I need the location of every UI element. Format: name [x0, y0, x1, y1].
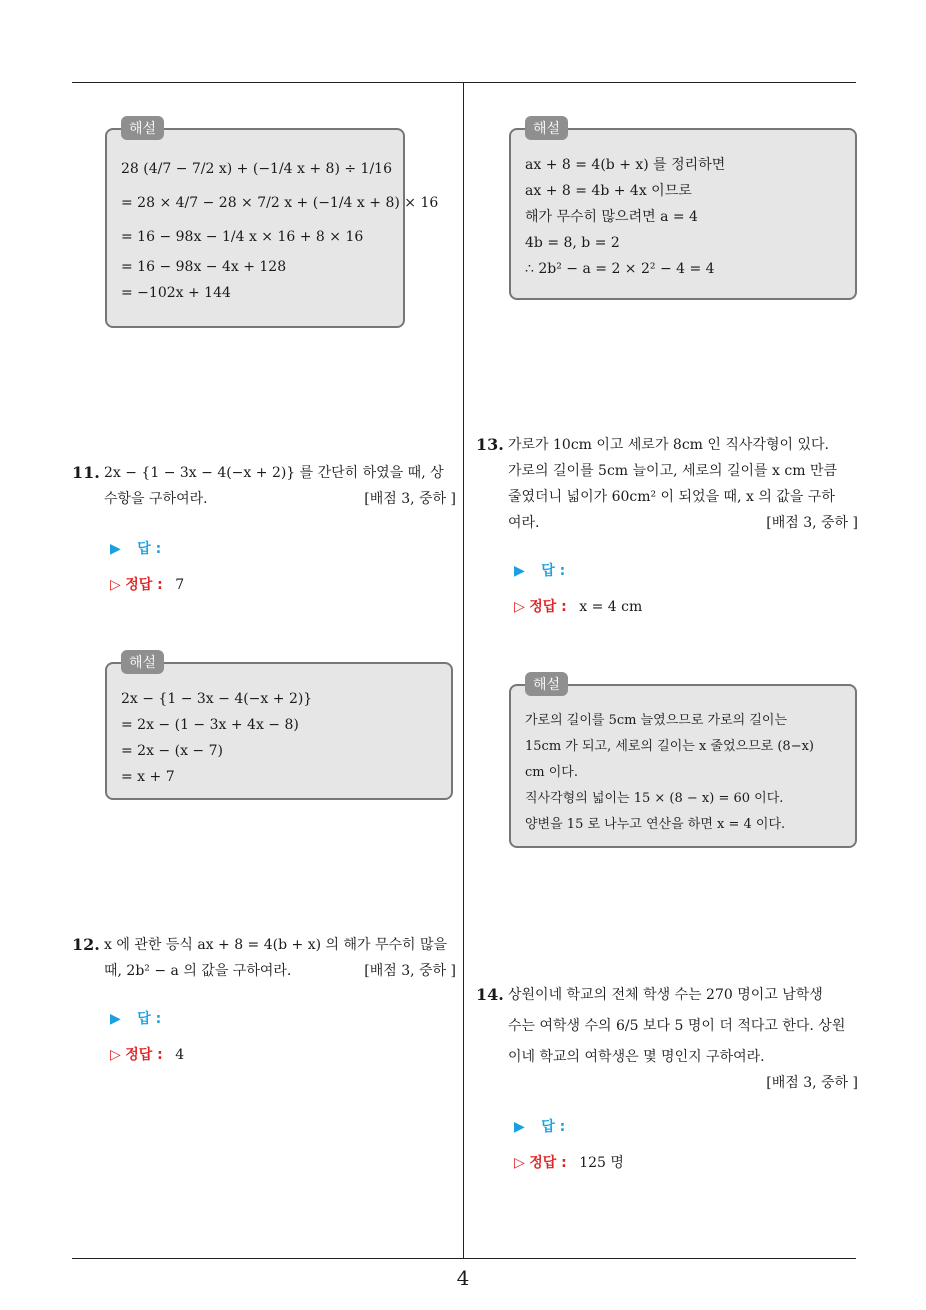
correct-label: 정답 :: [125, 577, 163, 593]
solution-box-11: [105, 655, 453, 800]
solution-line: 2x − {1 − 3x − 4(−x + 2)}: [121, 691, 313, 707]
answer-label: 답 :: [137, 541, 162, 557]
question-text: 가로가 10cm 이고 세로가 8cm 인 직사각형이 있다.: [508, 437, 829, 453]
correct-row-14: [514, 1152, 624, 1172]
question-text: 여라.: [508, 515, 540, 531]
answer-row-13: [514, 560, 565, 580]
question-text: 가로의 길이를 5cm 늘이고, 세로의 길이를 x cm 만큼: [508, 463, 837, 479]
top-rule: [72, 82, 856, 83]
page-number: 4: [456, 1266, 470, 1290]
score-label: [배점 3, 중하 ]: [364, 963, 456, 979]
score-label: [배점 3, 중하 ]: [766, 1075, 858, 1091]
score-label: [배점 3, 중하 ]: [766, 515, 858, 531]
question-12: [72, 932, 456, 984]
solution-line: ax + 8 = 4(b + x) 를 정리하면: [525, 157, 726, 173]
solution-line: 양변을 15 로 나누고 연산을 하면 x = 4 이다.: [525, 817, 786, 832]
solution-line: = 2x − (1 − 3x + 4x − 8): [121, 717, 299, 733]
play-triangle-icon: ▶: [110, 541, 121, 557]
solution-line: = 16 − 98x − 4x + 128: [121, 259, 287, 275]
correct-value: 125 명: [579, 1155, 624, 1171]
solution-tag: 해설: [525, 672, 568, 696]
solution-line: ∴ 2b² − a = 2 × 2² − 4 = 4: [525, 261, 715, 277]
question-text: 2x − {1 − 3x − 4(−x + 2)} 를 간단히 하였을 때, 상: [104, 465, 444, 481]
answer-label: 답 :: [137, 1011, 162, 1027]
correct-value: 4: [175, 1047, 185, 1063]
answer-row-12: [110, 1008, 161, 1028]
bottom-rule: [72, 1258, 856, 1259]
solution-line: cm 이다.: [525, 765, 578, 780]
correct-row-11: [110, 574, 184, 594]
question-number: 11.: [72, 463, 100, 482]
answer-row-11: [110, 538, 161, 558]
question-text: 수는 여학생 수의 6/5 보다 5 명이 더 적다고 한다. 상원: [508, 1018, 846, 1034]
solution-tag: 해설: [121, 650, 164, 674]
correct-label: 정답 :: [125, 1047, 163, 1063]
question-text: x 에 관한 등식 ax + 8 = 4(b + x) 의 해가 무수히 많을: [104, 937, 448, 953]
question-number: 12.: [72, 935, 100, 954]
score-label: [배점 3, 중하 ]: [364, 491, 456, 507]
solution-line: = −102x + 144: [121, 285, 231, 301]
correct-row-12: [110, 1044, 184, 1064]
correct-value: 7: [175, 577, 185, 593]
solution-line: 15cm 가 되고, 세로의 길이는 x 줄었으므로 (8−x): [525, 739, 814, 754]
outline-triangle-icon: ▷: [110, 577, 121, 593]
answer-row-14: [514, 1116, 565, 1136]
solution-tag: 해설: [121, 116, 164, 140]
answer-label: 답 :: [541, 1119, 566, 1135]
question-text: 수항을 구하여라.: [104, 491, 208, 507]
question-text: 상원이네 학교의 전체 학생 수는 270 명이고 남학생: [508, 987, 823, 1003]
solution-line: = 28 × 4/7 − 28 × 7/2 x + (−1/4 x + 8) × 16: [121, 195, 439, 211]
question-11: [72, 460, 456, 512]
solution-box-12: [509, 121, 857, 300]
question-text: 때, 2b² − a 의 값을 구하여라.: [104, 963, 292, 979]
correct-label: 정답 :: [529, 599, 567, 615]
question-number: 14.: [476, 985, 504, 1004]
play-triangle-icon: ▶: [514, 1119, 525, 1135]
solution-box-10: [105, 121, 439, 328]
solution-line: = 16 − 98x − 1/4 x × 16 + 8 × 16: [121, 229, 364, 245]
play-triangle-icon: ▶: [110, 1011, 121, 1027]
question-14: [476, 982, 858, 1096]
solution-line: 28 (4/7 − 7/2 x) + (−1/4 x + 8) ÷ 1/16: [121, 161, 392, 177]
solution-line: 4b = 8, b = 2: [525, 235, 620, 251]
answer-label: 답 :: [541, 563, 566, 579]
outline-triangle-icon: ▷: [514, 599, 525, 615]
solution-line: = 2x − (x − 7): [121, 743, 223, 759]
solution-box-13: [509, 677, 857, 848]
correct-label: 정답 :: [529, 1155, 567, 1171]
correct-value: x = 4 cm: [579, 599, 643, 615]
correct-row-13: [514, 596, 642, 616]
question-number: 13.: [476, 435, 504, 454]
solution-line: 해가 무수히 많으려면 a = 4: [525, 209, 698, 225]
solution-line: ax + 8 = 4b + 4x 이므로: [525, 183, 692, 199]
solution-line: = x + 7: [121, 769, 175, 785]
play-triangle-icon: ▶: [514, 563, 525, 579]
outline-triangle-icon: ▷: [514, 1155, 525, 1171]
question-text: 줄였더니 넓이가 60cm² 이 되었을 때, x 의 값을 구하: [508, 489, 835, 505]
outline-triangle-icon: ▷: [110, 1047, 121, 1063]
question-text: 이네 학교의 여학생은 몇 명인지 구하여라.: [508, 1049, 765, 1065]
column-divider: [463, 82, 464, 1258]
question-13: [476, 432, 858, 536]
solution-tag: 해설: [525, 116, 568, 140]
solution-line: 가로의 길이를 5cm 늘였으므로 가로의 길이는: [525, 713, 788, 728]
solution-line: 직사각형의 넓이는 15 × (8 − x) = 60 이다.: [525, 791, 784, 806]
